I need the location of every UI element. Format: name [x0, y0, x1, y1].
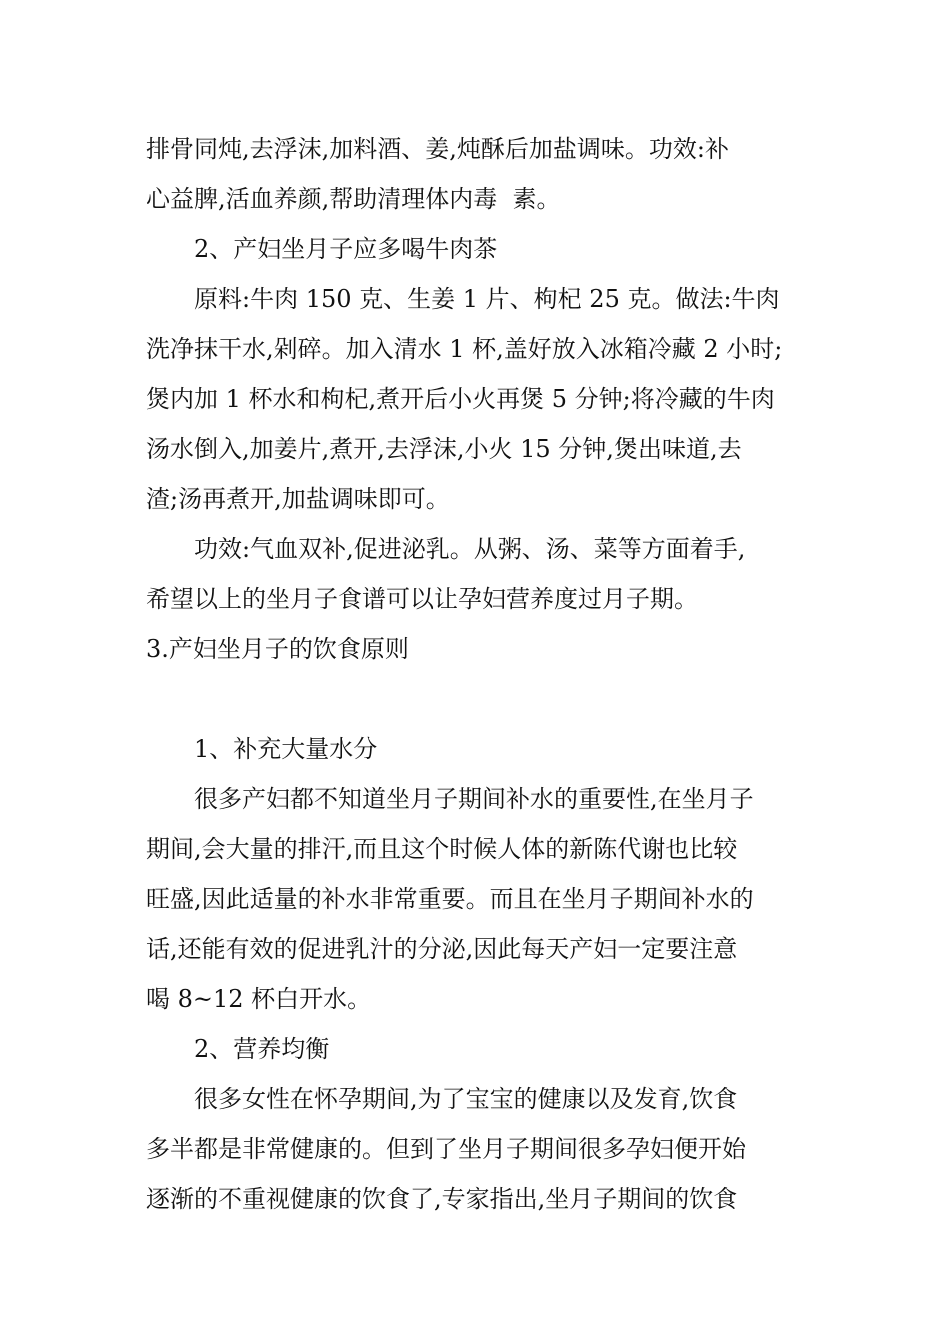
paragraph-line: 很多女性在怀孕期间,为了宝宝的健康以及发育,饮食: [194, 1085, 738, 1113]
paragraph-line: 希望以上的坐月子食谱可以让孕妇营养度过月子期。: [146, 585, 698, 613]
paragraph-line: 多半都是非常健康的。但到了坐月子期间很多孕妇便开始: [146, 1135, 746, 1163]
paragraph-line: 功效:气血双补,促进泌乳。从粥、汤、菜等方面着手,: [194, 535, 746, 563]
paragraph-line: 逐渐的不重视健康的饮食了,专家指出,坐月子期间的饮食: [146, 1185, 738, 1213]
paragraph-line: 喝 8~12 杯白开水。: [146, 985, 372, 1013]
paragraph-line: 旺盛,因此适量的补水非常重要。而且在坐月子期间补水的: [146, 885, 754, 913]
section-heading: 1、补充大量水分: [194, 735, 378, 763]
section-heading: 2、营养均衡: [194, 1035, 330, 1063]
paragraph-line: 排骨同炖,去浮沫,加料酒、姜,炖酥后加盐调味。功效:补: [146, 135, 729, 163]
paragraph-line: 很多产妇都不知道坐月子期间补水的重要性,在坐月子: [194, 785, 754, 813]
paragraph-line: 洗净抹干水,剁碎。加入清水 1 杯,盖好放入冰箱冷藏 2 小时;: [146, 335, 783, 363]
paragraph-line: 渣;汤再煮开,加盐调味即可。: [146, 485, 450, 513]
paragraph-line: 原料:牛肉 150 克、生姜 1 片、枸杞 25 克。做法:牛肉: [194, 285, 780, 313]
paragraph-line: 话,还能有效的促进乳汁的分泌,因此每天产妇一定要注意: [146, 935, 738, 963]
paragraph-line: 汤水倒入,加姜片,煮开,去浮沫,小火 15 分钟,煲出味道,去: [146, 435, 742, 463]
chapter-heading: 3.产妇坐月子的饮食原则: [146, 635, 409, 663]
paragraph-line: 心益脾,活血养颜,帮助清理体内毒 素。: [146, 185, 561, 213]
section-heading: 2、产妇坐月子应多喝牛肉茶: [194, 235, 498, 263]
paragraph-line: 煲内加 1 杯水和枸杞,煮开后小火再煲 5 分钟;将冷藏的牛肉: [146, 385, 775, 413]
paragraph-line: 期间,会大量的排汗,而且这个时候人体的新陈代谢也比较: [146, 835, 738, 863]
